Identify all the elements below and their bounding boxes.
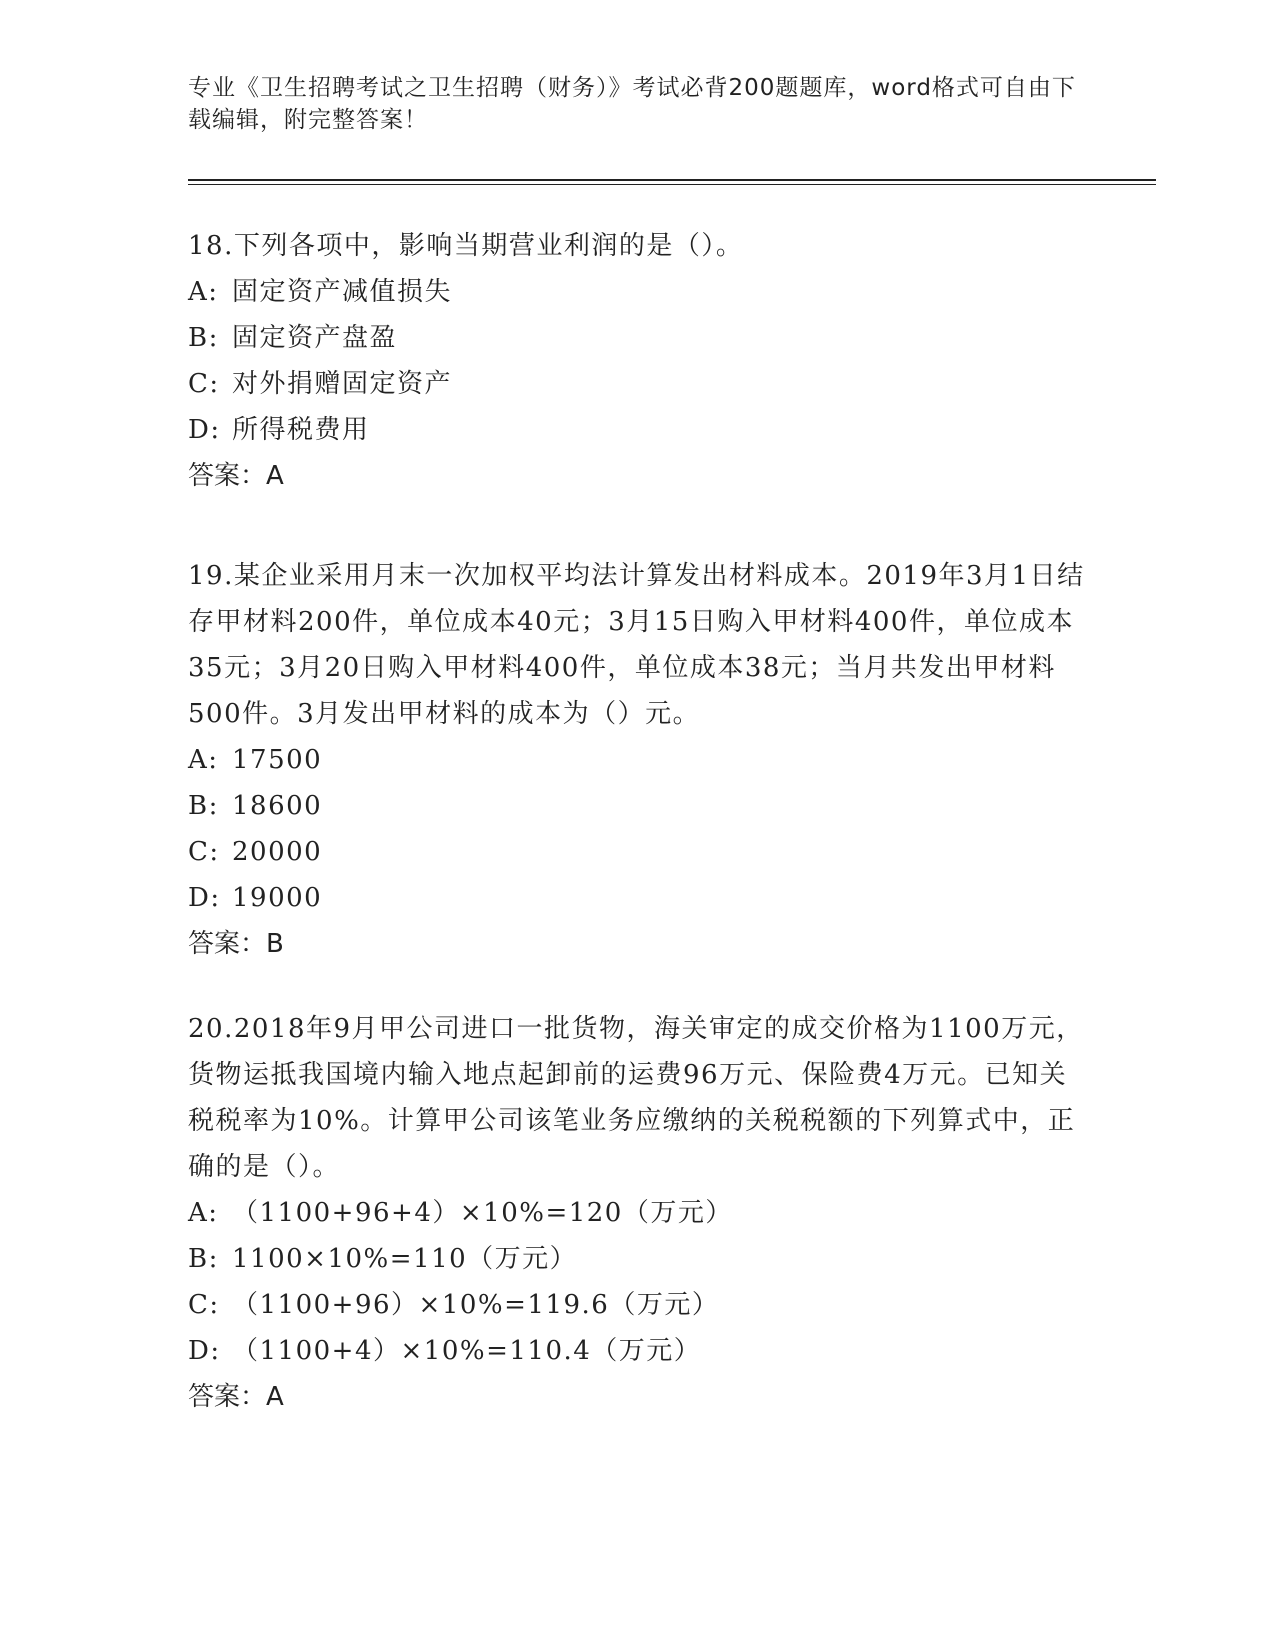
option-text: 20000 (232, 837, 323, 867)
option-letter: C: (188, 1290, 220, 1320)
question-stem: 19.某企业采用月末一次加权平均法计算发出材料成本。2019年3月1日结存甲材料200件，单位成本40元；3月15日购入甲材料400件，单位成本35元；3月20日购入甲材料400件，单位成本38元；当月共发出甲材料500件。3月发出甲材料的成本为（）元。 (188, 561, 1085, 729)
answer: 答案：B (188, 929, 284, 959)
option-text: （1100+4）×10%=110.4（万元） (232, 1336, 702, 1366)
option-letter: D: (188, 1336, 221, 1366)
header-rule-thin (188, 184, 1156, 185)
question-stem: 20.2018年9月甲公司进口一批货物，海关审定的成交价格为1100万元，货物运抵我国境内输入地点起卸前的运费96万元、保险费4万元。已知关税税率为10%。计算甲公司该笔业务应缴纳的关税税额的下列算式中，正确的是（）。 (188, 1014, 1084, 1182)
option-letter: B: (188, 1244, 219, 1274)
option-b (188, 1236, 1088, 1282)
option-b (188, 315, 1088, 361)
option-letter: D: (188, 415, 221, 445)
option-text: 18600 (232, 791, 323, 821)
option-letter: C: (188, 837, 220, 867)
option-letter: D: (188, 883, 221, 913)
question-20 (188, 1006, 1088, 1420)
answer: 答案：A (188, 1382, 284, 1412)
option-a (188, 1190, 1088, 1236)
option-letter: A: (188, 745, 219, 775)
option-text: 对外捐赠固定资产 (232, 369, 453, 399)
option-text: 19000 (232, 883, 323, 913)
question-19 (188, 553, 1088, 967)
option-d (188, 875, 1088, 921)
option-letter: A: (188, 1198, 219, 1228)
question-18 (188, 223, 1088, 499)
option-a (188, 737, 1088, 783)
option-d (188, 1328, 1088, 1374)
header-rule-thick (188, 179, 1156, 181)
option-d (188, 407, 1088, 453)
option-text: 固定资产盘盈 (232, 323, 398, 353)
option-letter: B: (188, 323, 219, 353)
option-text: （1100+96+4）×10%=120（万元） (232, 1198, 733, 1228)
option-a (188, 269, 1088, 315)
header-intro: 专业《卫生招聘考试之卫生招聘（财务）》考试必背200题题库，word格式可自由下载编辑，附完整答案！ (188, 75, 1076, 133)
option-c (188, 361, 1088, 407)
option-letter: C: (188, 369, 220, 399)
option-text: （1100+96）×10%=119.6（万元） (232, 1290, 720, 1320)
option-letter: B: (188, 791, 219, 821)
option-text: 所得税费用 (232, 415, 370, 445)
question-stem: 18.下列各项中，影响当期营业利润的是（）。 (188, 231, 744, 261)
answer: 答案：A (188, 461, 284, 491)
option-c (188, 829, 1088, 875)
option-b (188, 783, 1088, 829)
option-text: 1100×10%=110（万元） (232, 1244, 578, 1274)
option-c (188, 1282, 1088, 1328)
option-letter: A: (188, 277, 219, 307)
option-text: 17500 (232, 745, 323, 775)
option-text: 固定资产减值损失 (232, 277, 453, 307)
